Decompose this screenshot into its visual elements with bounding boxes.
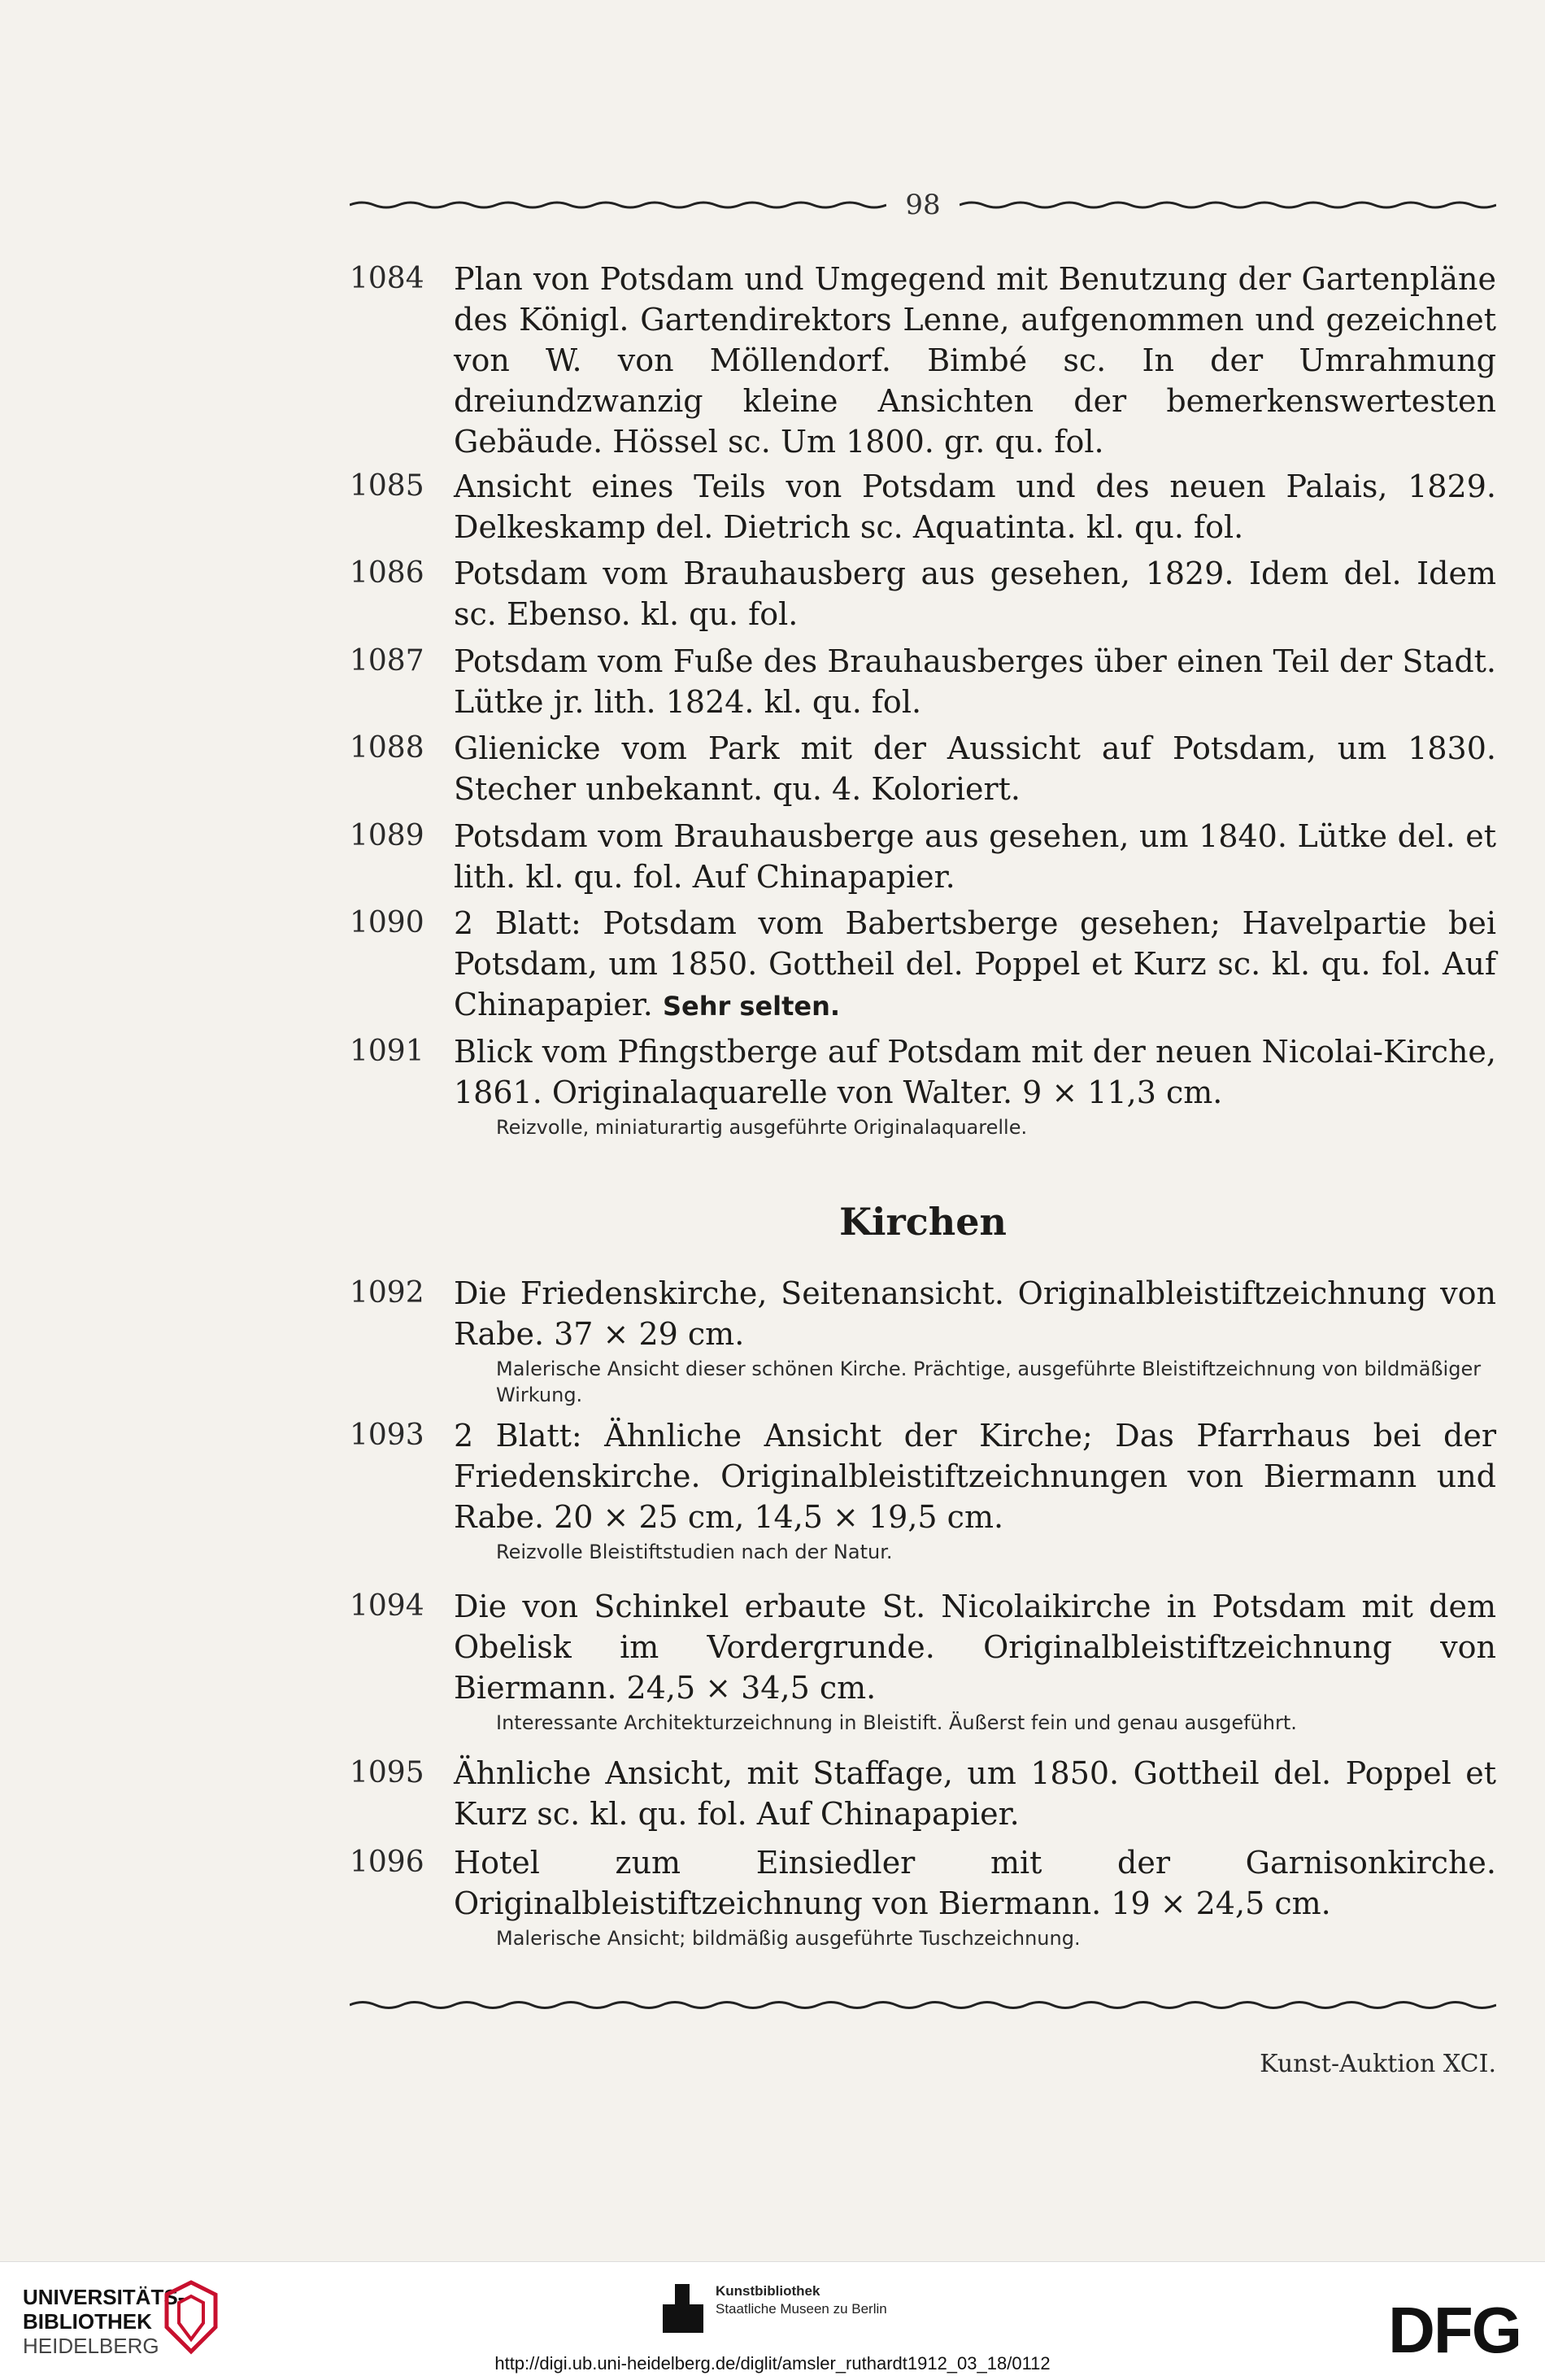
lot-number: 1085 <box>350 469 424 503</box>
catalog-entry <box>350 1586 1496 1736</box>
lot-number: 1089 <box>350 819 424 852</box>
permalink-url[interactable]: http://digi.ub.uni-heidelberg.de/diglit/amsler_ruthardt1912_03_18/0112 <box>494 2353 1051 2373</box>
lot-description: Die von Schinkel erbaute St. Nicolaikirche in Potsdam mit dem Obelisk im Vordergrunde. Originalbleistiftzeichnung von Biermann. 24,5 × 34,5 cm. <box>454 1589 1496 1706</box>
kb-line: Kunstbibliothek <box>716 2283 820 2299</box>
lot-number: 1093 <box>350 1419 424 1452</box>
lot-description: 2 Blatt: Ähnliche Ansicht der Kirche; Das Pfarrhaus bei der Friedenskirche. Originalbleistiftzeichnungen von Biermann und Rabe. 20 × 25 cm, 14,5 × 19,5 cm. <box>454 1418 1496 1535</box>
lot-note: Reizvolle, miniaturartig ausgeführte Originalaquarelle. <box>496 1116 1028 1139</box>
catalog-entry <box>350 1273 1496 1408</box>
kb-line: Staatliche Museen zu Berlin <box>716 2301 887 2317</box>
digitization-footer <box>0 2261 1545 2380</box>
lot-number: 1084 <box>350 262 424 295</box>
catalog-entry <box>350 903 1496 1027</box>
header-ornament-right <box>960 200 1496 210</box>
lot-number: 1092 <box>350 1276 424 1310</box>
catalog-entry <box>350 1415 1496 1565</box>
ub-logo-line: BIBLIOTHEK <box>23 2309 152 2334</box>
lot-note: Malerische Ansicht; bildmäßig ausgeführte Tuschzeichnung. <box>496 1927 1081 1950</box>
lot-number: 1086 <box>350 556 424 590</box>
ub-logo-line: HEIDELBERG <box>23 2334 159 2358</box>
header-ornament-left <box>350 200 886 210</box>
catalog-entry <box>350 259 1496 462</box>
page-header <box>350 189 1496 221</box>
lot-description: Glienicke vom Park mit der Aussicht auf Potsdam, um 1830. Stecher unbekannt. qu. 4. Koloriert. <box>454 730 1496 807</box>
catalog-entry <box>350 553 1496 634</box>
lot-number: 1096 <box>350 1846 424 1879</box>
lot-description: Ähnliche Ansicht, mit Staffage, um 1850. Gottheil del. Poppel et Kurz sc. kl. qu. fol. Auf Chinapapier. <box>454 1755 1496 1832</box>
rarity-note: Sehr selten. <box>662 991 841 1022</box>
catalog-entry <box>350 1753 1496 1834</box>
lot-description-text: 2 Blatt: Potsdam vom Babertsberge gesehen; Havelpartie bei Potsdam, um 1850. Gottheil del. Poppel et Kurz sc. kl. qu. fol. Auf Chinapapier. <box>454 905 1496 1022</box>
lot-description: Potsdam vom Brauhausberge aus gesehen, um 1840. Lütke del. et lith. kl. qu. fol. Auf Chinapapier. <box>454 818 1496 895</box>
lot-note: Interessante Architekturzeichnung in Bleistift. Äußerst fein und genau ausgeführt. <box>496 1711 1297 1734</box>
lot-description: Die Friedenskirche, Seitenansicht. Originalbleistiftzeichnung von Rabe. 37 × 29 cm. <box>454 1275 1496 1352</box>
lot-description <box>454 903 1496 1027</box>
ub-logo-mark-icon <box>159 2278 224 2356</box>
lot-description: Potsdam vom Brauhausberg aus gesehen, 1829. Idem del. Idem sc. Ebenso. kl. qu. fol. <box>454 556 1496 632</box>
page-number: 98 <box>905 189 941 221</box>
lot-description: Plan von Potsdam und Umgegend mit Benutzung der Gartenpläne des Königl. Gartendirektors Lenne, aufgenommen und gezeichnet von W. von Möllendorf. Bimbé sc. In der Umrahmung dreiundzwanzig kleine Ansichten der bemerkenswertesten Gebäude. Hössel sc. Um 1800. gr. qu. fol. <box>454 261 1496 460</box>
lot-number: 1087 <box>350 644 424 678</box>
lot-number: 1095 <box>350 1756 424 1789</box>
catalog-entry <box>350 816 1496 897</box>
lot-description: Hotel zum Einsiedler mit der Garnisonkirche. Originalbleistiftzeichnung von Biermann. 19 × 24,5 cm. <box>454 1845 1496 1921</box>
catalog-entry <box>350 1031 1496 1140</box>
lot-description: Ansicht eines Teils von Potsdam und des neuen Palais, 1829. Delkeskamp del. Dietrich sc. Aquatinta. kl. qu. fol. <box>454 469 1496 545</box>
catalog-entry <box>350 1842 1496 1951</box>
footer-ornament <box>350 1999 1496 2011</box>
lot-number: 1091 <box>350 1035 424 1068</box>
lot-number: 1094 <box>350 1589 424 1623</box>
lot-number: 1088 <box>350 731 424 765</box>
catalog-entry <box>350 728 1496 809</box>
dfg-logo[interactable]: DFG <box>1388 2294 1521 2366</box>
section-heading: Kirchen <box>839 1200 1007 1244</box>
catalog-entry <box>350 466 1496 547</box>
lot-note: Malerische Ansicht dieser schönen Kirche. Prächtige, ausgeführte Bleistiftzeichnung von bildmäßiger Wirkung. <box>496 1358 1482 1406</box>
catalog-entry <box>350 641 1496 722</box>
lot-number: 1090 <box>350 906 424 939</box>
kunstbibliothek-label[interactable] <box>716 2282 887 2318</box>
lot-note: Reizvolle Bleistiftstudien nach der Natur. <box>496 1541 893 1563</box>
catalog-reference: Kunst-Auktion XCI. <box>1260 2050 1496 2078</box>
lot-description: Blick vom Pfingstberge auf Potsdam mit der neuen Nicolai-Kirche, 1861. Originalaquarelle von Walter. 9 × 11,3 cm. <box>454 1034 1496 1110</box>
lot-description: Potsdam vom Fuße des Brauhausberges über einen Teil der Stadt. Lütke jr. lith. 1824. kl. qu. fol. <box>454 643 1496 720</box>
ub-logo-line: UNIVERSITÄTS- <box>23 2285 185 2309</box>
kunstbibliothek-logo-icon <box>659 2280 707 2337</box>
